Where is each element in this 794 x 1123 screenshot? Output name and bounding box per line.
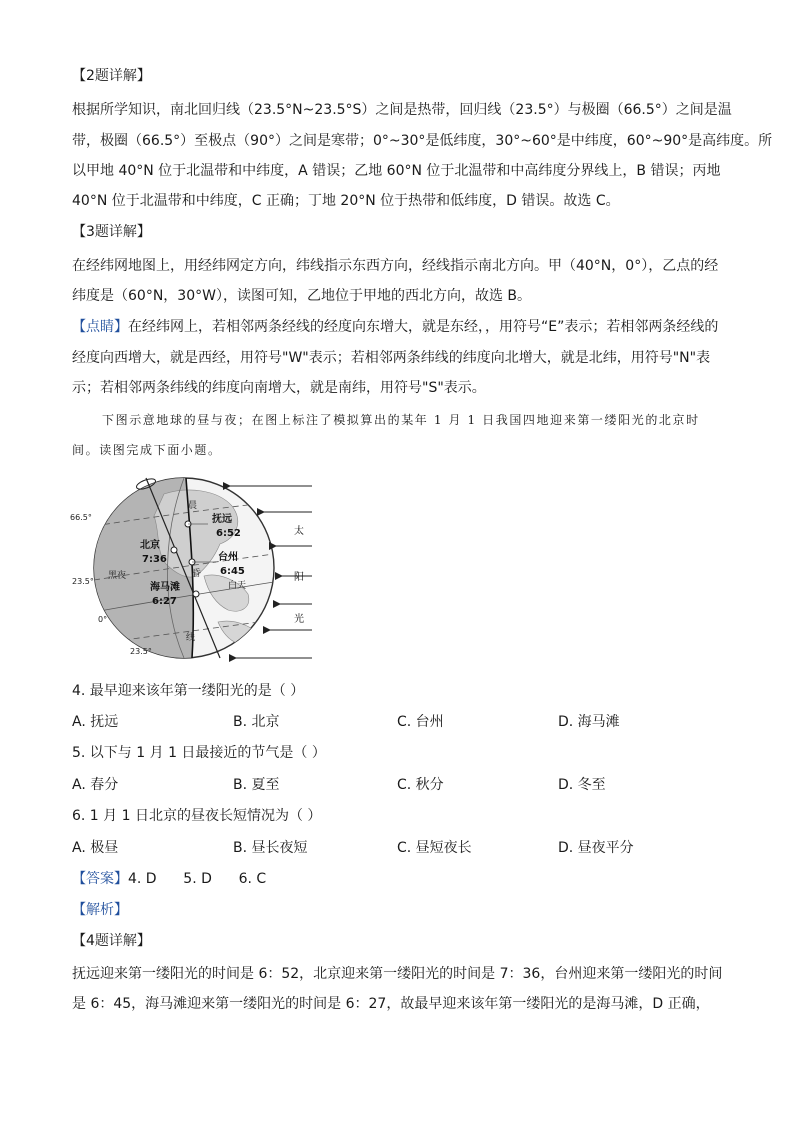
- q5-option-b[interactable]: B. 夏至: [233, 777, 280, 793]
- sun-char-1: 太: [294, 526, 304, 537]
- tip-line-3: 示；若相邻两条纬线的纬度向南增大，就是南纬，用符号"S"表示。: [72, 380, 486, 396]
- label-taizhou: 台州: [218, 552, 238, 563]
- day-night-globe-figure: [68, 472, 318, 664]
- q6-option-c[interactable]: C. 昼短夜长: [397, 840, 472, 856]
- label-xian: 线: [186, 633, 196, 643]
- tip-label: 【点睛】: [72, 319, 128, 335]
- lat-label-23n: 23.5°: [72, 577, 94, 586]
- sun-char-2: 阳: [294, 572, 304, 583]
- q4-option-a[interactable]: A. 抚远: [72, 714, 119, 730]
- q6-option-b[interactable]: B. 昼长夜短: [233, 840, 308, 856]
- label-beijing: 北京: [140, 540, 160, 551]
- time-beijing: 7:36: [142, 554, 167, 565]
- time-taizhou: 6:45: [220, 566, 245, 577]
- time-fuyuan: 6:52: [216, 528, 241, 539]
- marker-haimatan: [193, 591, 199, 597]
- q4-option-c[interactable]: C. 台州: [397, 714, 444, 730]
- q2-line-4: 40°N 位于北温带和中纬度，C 正确；丁地 20°N 位于热带和低纬度，D 错误。故选 C。: [72, 193, 620, 209]
- q4-heading: 【4题详解】: [72, 933, 151, 949]
- marker-beijing: [171, 547, 177, 553]
- label-night: 黑夜: [108, 571, 127, 581]
- q5-stem: 5. 以下与 1 月 1 日最接近的节气是（ ）: [72, 745, 326, 761]
- q3-line-2: 纬度是（60°N，30°W），读图可知，乙地位于甲地的西北方向，故选 B。: [72, 288, 531, 304]
- q2-line-3: 以甲地 40°N 位于北温带和中纬度，A 错误；乙地 60°N 位于北温带和中高纬度分界线上，B 错误；丙地: [72, 163, 721, 179]
- q2-heading: 【2题详解】: [72, 68, 151, 84]
- q5-option-c[interactable]: C. 秋分: [397, 777, 444, 793]
- q6-option-d[interactable]: D. 昼夜平分: [558, 840, 634, 856]
- q2-line-1: 根据所学知识，南北回归线（23.5°N~23.5°S）之间是热带，回归线（23.5°）与极圈（66.5°）之间是温: [72, 102, 732, 118]
- label-fuyuan: 抚远: [212, 514, 232, 525]
- answer-line: [72, 869, 266, 889]
- intro-line-2: 间。读图完成下面小题。: [72, 443, 222, 457]
- q4-line-1: 抚远迎来第一缕阳光的时间是 6：52，北京迎来第一缕阳光的时间是 7：36，台州迎来第一缕阳光的时间: [72, 966, 723, 982]
- sun-char-3: 光: [294, 614, 304, 625]
- analysis-label: 【解析】: [72, 902, 128, 918]
- lat-label-66: 66.5°: [70, 513, 92, 522]
- answer-text: 4. D 5. D 6. C: [128, 871, 267, 887]
- q5-option-d[interactable]: D. 冬至: [558, 777, 606, 793]
- q3-line-1: 在经纬网地图上，用经纬网定方向，纬线指示东西方向，经线指示南北方向。甲（40°N，0°），乙点的经: [72, 258, 719, 274]
- q6-stem: 6. 1 月 1 日北京的昼夜长短情况为（ ）: [72, 808, 322, 824]
- q6-option-a[interactable]: A. 极昼: [72, 840, 119, 856]
- label-hun: 昏: [192, 569, 202, 579]
- q2-line-2: 带，极圈（66.5°）至极点（90°）之间是寒带；0°~30°是低纬度，30°~60°是中纬度，60°~90°是高纬度。所: [72, 133, 773, 149]
- tip-line-1: 【点睛】在经纬网上，若相邻两条经线的经度向东增大，就是东经，，用符号“E”表示；若相邻两条经线的: [72, 319, 719, 335]
- lat-label-23s: 23.5°: [130, 647, 152, 656]
- tip-line-2: 经度向西增大，就是西经，用符号"W"表示；若相邻两条纬线的纬度向北增大，就是北纬，用符号"N"表: [72, 350, 711, 366]
- q4-option-b[interactable]: B. 北京: [233, 714, 280, 730]
- label-day: 白天: [228, 581, 247, 591]
- time-haimatan: 6:27: [152, 596, 177, 607]
- q5-option-a[interactable]: A. 春分: [72, 777, 119, 793]
- answer-label: 【答案】: [72, 871, 128, 887]
- q4-line-2: 是 6：45，海马滩迎来第一缕阳光的时间是 6：27，故最早迎来该年第一缕阳光的是海马滩，D 正确，: [72, 996, 710, 1012]
- q4-option-d[interactable]: D. 海马滩: [558, 714, 620, 730]
- q3-heading: 【3题详解】: [72, 224, 151, 240]
- intro-line-1: 下图示意地球的昼与夜；在图上标注了模拟算出的某年 1 月 1 日我国四地迎来第一缕阳光的北京时: [102, 413, 700, 427]
- label-chen: 晨: [188, 501, 198, 511]
- label-haimatan: 海马滩: [150, 582, 180, 593]
- q4-stem: 4. 最早迎来该年第一缕阳光的是（ ）: [72, 683, 305, 699]
- lat-label-0: 0°: [98, 615, 108, 624]
